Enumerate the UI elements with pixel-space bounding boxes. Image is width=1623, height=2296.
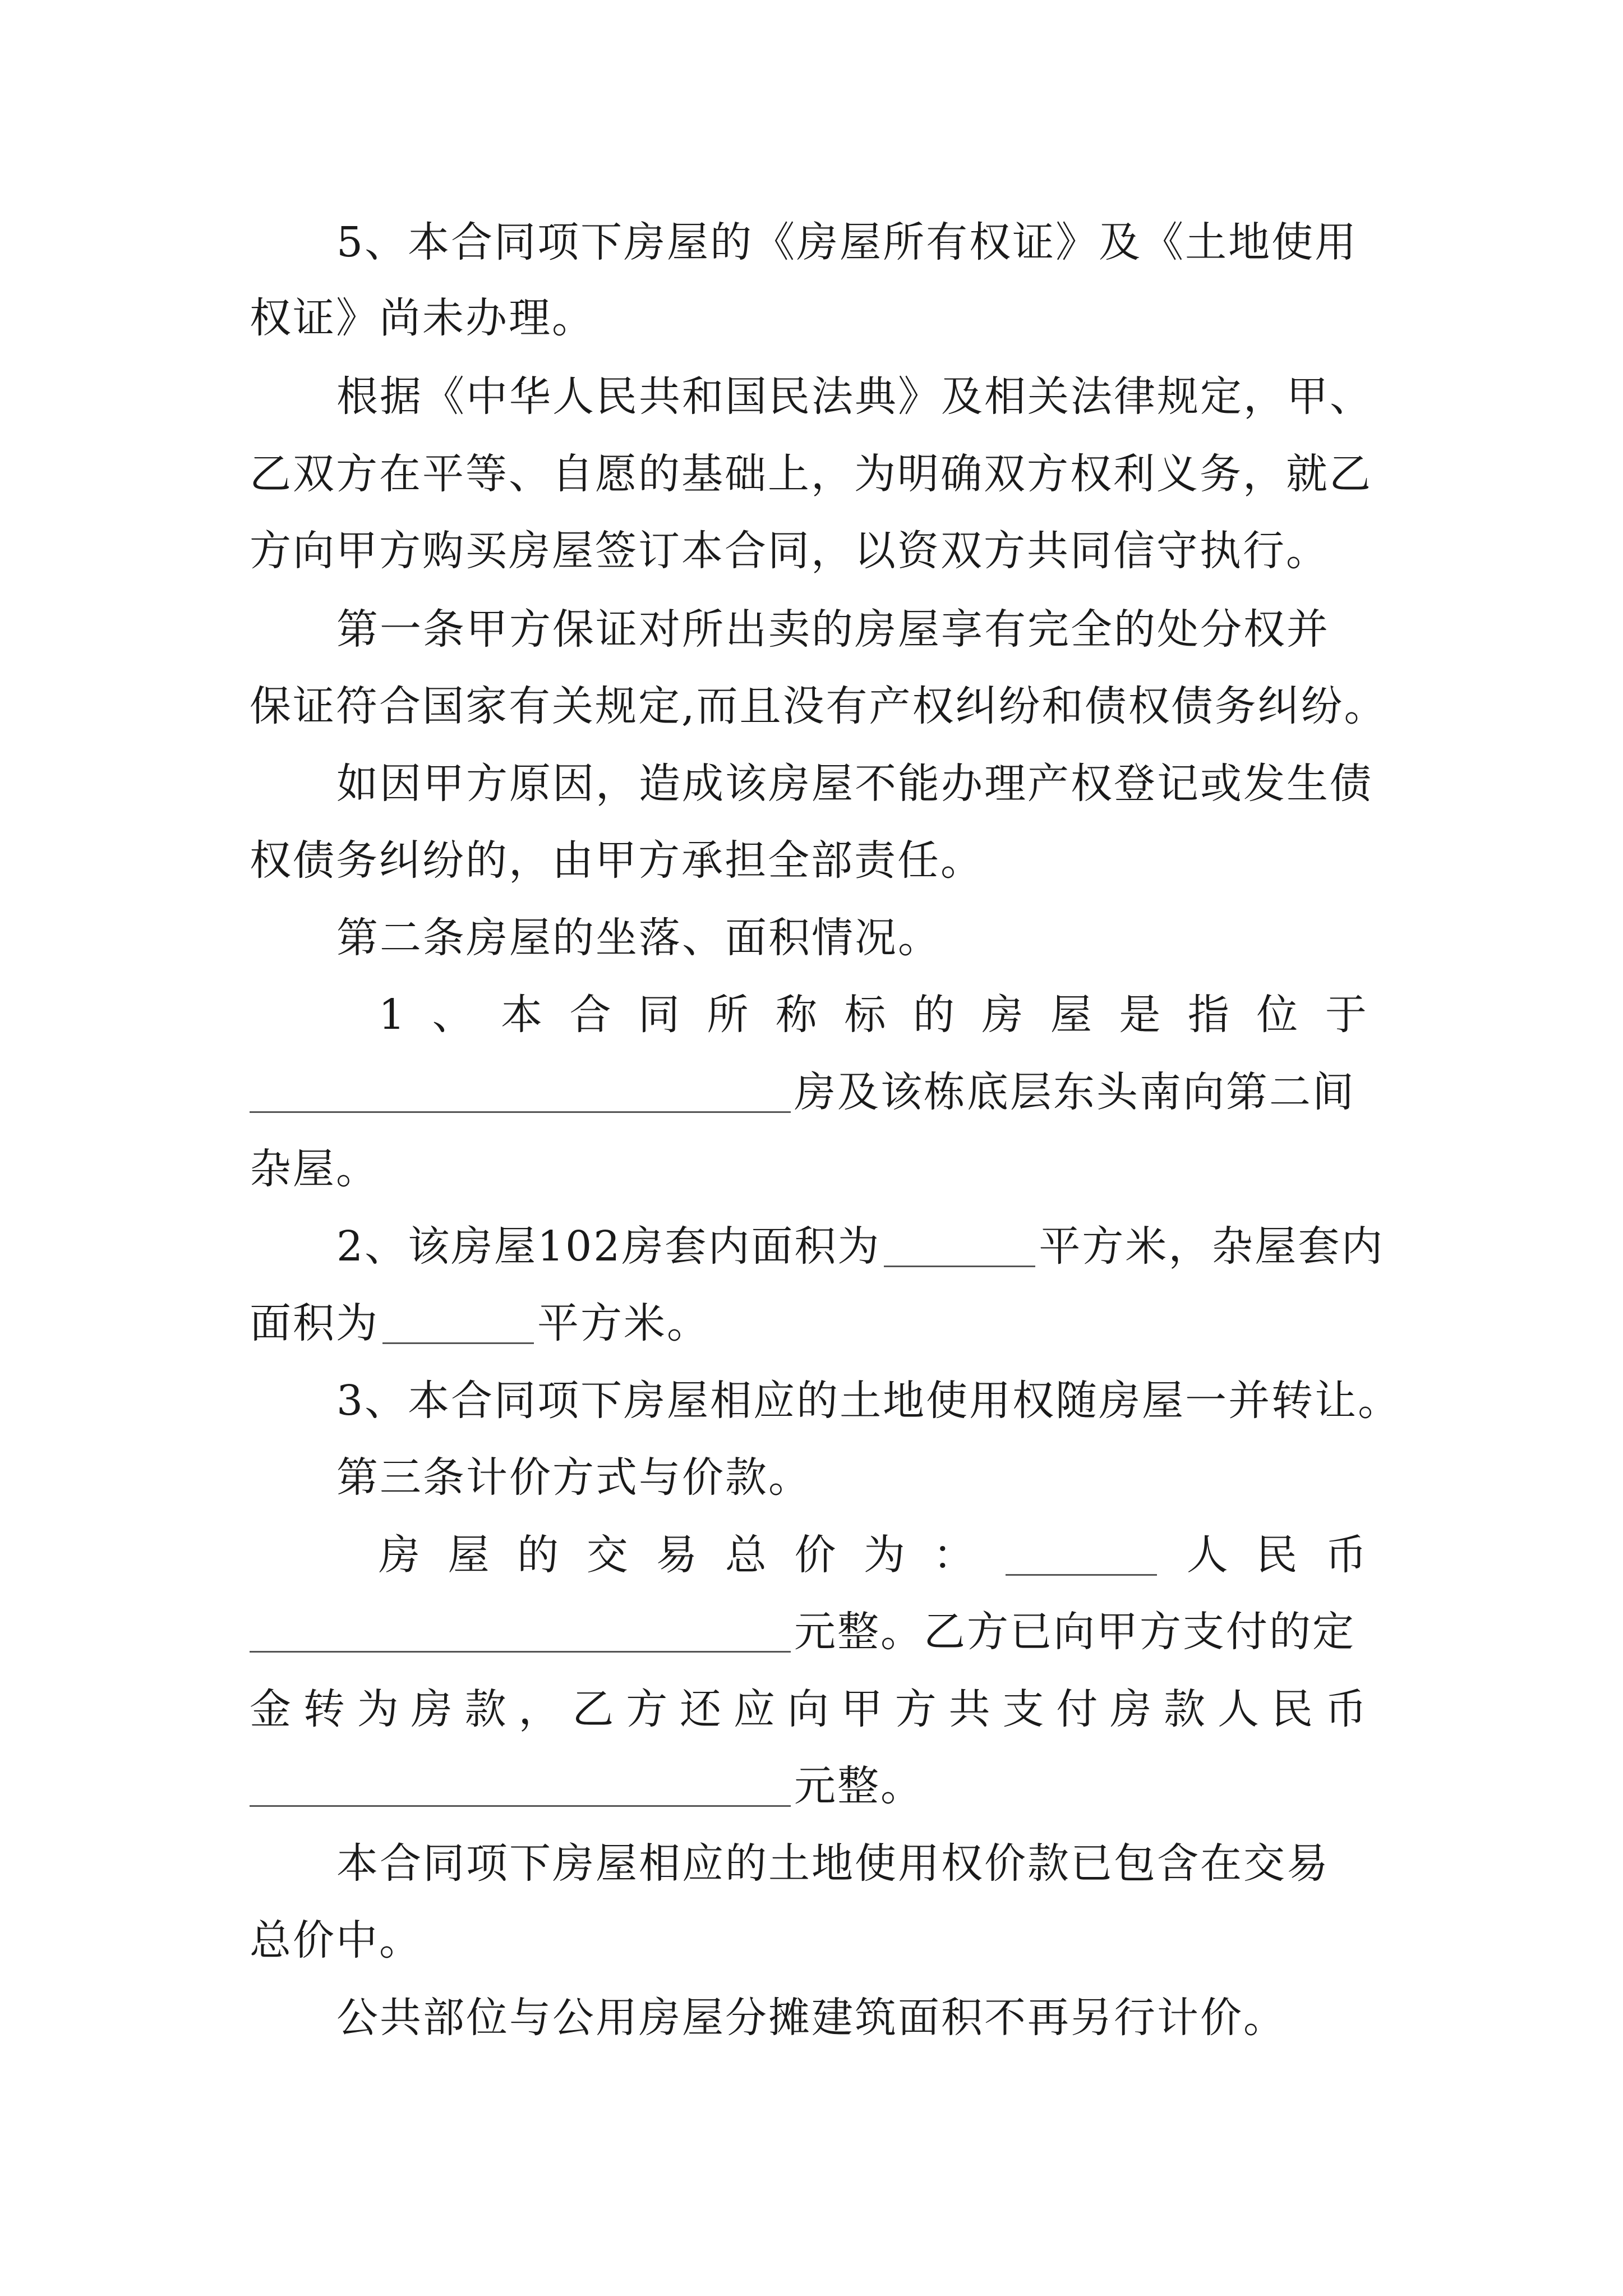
text-segment: 面积为: [250, 1299, 379, 1347]
char: ，: [518, 1685, 562, 1733]
fill-in-blank[interactable]: [382, 1308, 534, 1344]
char: 易: [656, 1531, 699, 1579]
spaced-text-line: [379, 991, 1368, 1039]
char: 、: [432, 991, 476, 1039]
char: 总: [725, 1531, 768, 1579]
char: 民: [1271, 1685, 1315, 1733]
char: 乙: [572, 1685, 616, 1733]
text-line: 根据《中华人民共和国民法典》及相关法律规定，甲、: [336, 372, 1373, 421]
char: 为: [864, 1531, 907, 1579]
text-line: 保证符合国家有关规定,而且没有产权纠纷和债权债务纠纷。: [250, 682, 1387, 730]
text-line: 第一条甲方保证对所出卖的房屋享有完全的处分权并: [336, 605, 1330, 654]
char: 于: [1325, 991, 1368, 1039]
fill-in-blank[interactable]: [250, 1616, 791, 1653]
text-segment: 平方米。: [537, 1299, 710, 1347]
text-line: 杂屋。: [250, 1145, 379, 1193]
char: 称: [776, 991, 819, 1039]
char: 付: [1056, 1685, 1100, 1733]
char: 金: [250, 1685, 293, 1733]
text-segment: 元整。: [794, 1762, 924, 1810]
char: 币: [1325, 1531, 1368, 1579]
char: 方: [895, 1685, 938, 1733]
text-line-with-blank: [250, 1068, 1355, 1116]
text-segment: 房及该栋底层东头南向第二间: [794, 1068, 1355, 1116]
text-line: 权债务纠纷的，由甲方承担全部责任。: [250, 836, 984, 885]
char: 币: [1325, 1685, 1368, 1733]
char: 的: [517, 1531, 561, 1579]
text-line-with-blank: [336, 1222, 1385, 1271]
text-segment: 2、该房屋102房套内面积为: [336, 1222, 881, 1271]
char: 本: [501, 991, 545, 1039]
text-line: 5、本合同项下房屋的《房屋所有权证》及《土地使用: [336, 218, 1358, 266]
text-line-with-blank: [250, 1608, 1355, 1656]
text-line: 总价中。: [250, 1916, 422, 1964]
char: 为: [357, 1685, 400, 1733]
char: 同: [638, 991, 682, 1039]
char: 房: [411, 1685, 454, 1733]
char: 屋: [448, 1531, 491, 1579]
fill-in-blank[interactable]: [250, 1770, 791, 1807]
char: 价: [794, 1531, 838, 1579]
char: 房: [379, 1531, 422, 1579]
char: 指: [1187, 991, 1231, 1039]
text-line: 如因甲方原因，造成该房屋不能办理产权登记或发生债: [336, 760, 1373, 808]
text-segment: 元整。乙方已向甲方支付的定: [794, 1608, 1355, 1656]
char: 共: [948, 1685, 992, 1733]
char: 屋: [1050, 991, 1094, 1039]
text-line: 乙双方在平等、自愿的基础上，为明确双方权利义务，就乙: [250, 450, 1372, 498]
char: 房: [981, 991, 1025, 1039]
text-line: 方向甲方购买房屋签订本合同，以资双方共同信守执行。: [250, 527, 1329, 575]
text-line: 公共部位与公用房屋分摊建筑面积不再另行计价。: [336, 1994, 1287, 2042]
char: 的: [912, 991, 956, 1039]
char: 民: [1256, 1531, 1299, 1579]
char: 款: [464, 1685, 508, 1733]
char: 人: [1218, 1685, 1261, 1733]
section-heading: 第三条计价方式与价款。: [336, 1453, 811, 1502]
spaced-text-line: [250, 1685, 1368, 1733]
text-line-with-blank: [250, 1762, 924, 1810]
text-line: 权证》尚未办理。: [250, 294, 595, 342]
char: 款: [1164, 1685, 1207, 1733]
text-line: 本合同项下房屋相应的土地使用权价款已包含在交易: [336, 1839, 1330, 1888]
char: 标: [844, 991, 888, 1039]
char: 方: [626, 1685, 670, 1733]
fill-in-blank[interactable]: [1006, 1539, 1157, 1576]
char: 人: [1186, 1531, 1230, 1579]
char: 甲: [841, 1685, 884, 1733]
char: 支: [1002, 1685, 1046, 1733]
section-heading: 第二条房屋的坐落、面积情况。: [336, 914, 941, 962]
char: 房: [1110, 1685, 1154, 1733]
char: 转: [303, 1685, 347, 1733]
char: 1: [379, 991, 407, 1039]
char: 交: [586, 1531, 630, 1579]
char: 向: [787, 1685, 831, 1733]
text-line-with-blank: [250, 1299, 710, 1347]
char: 还: [680, 1685, 723, 1733]
char: 所: [707, 991, 750, 1039]
text-line: 3、本合同项下房屋相应的土地使用权随房屋一并转让。: [336, 1377, 1401, 1425]
spaced-text-line: [379, 1531, 1368, 1579]
text-segment: 平方米，杂屋套内: [1039, 1222, 1385, 1271]
char: 位: [1256, 991, 1300, 1039]
char: 应: [734, 1685, 777, 1733]
char: ：: [933, 1531, 976, 1579]
char: 合: [569, 991, 613, 1039]
char: 是: [1119, 991, 1163, 1039]
fill-in-blank[interactable]: [884, 1231, 1035, 1267]
fill-in-blank[interactable]: [250, 1076, 791, 1113]
